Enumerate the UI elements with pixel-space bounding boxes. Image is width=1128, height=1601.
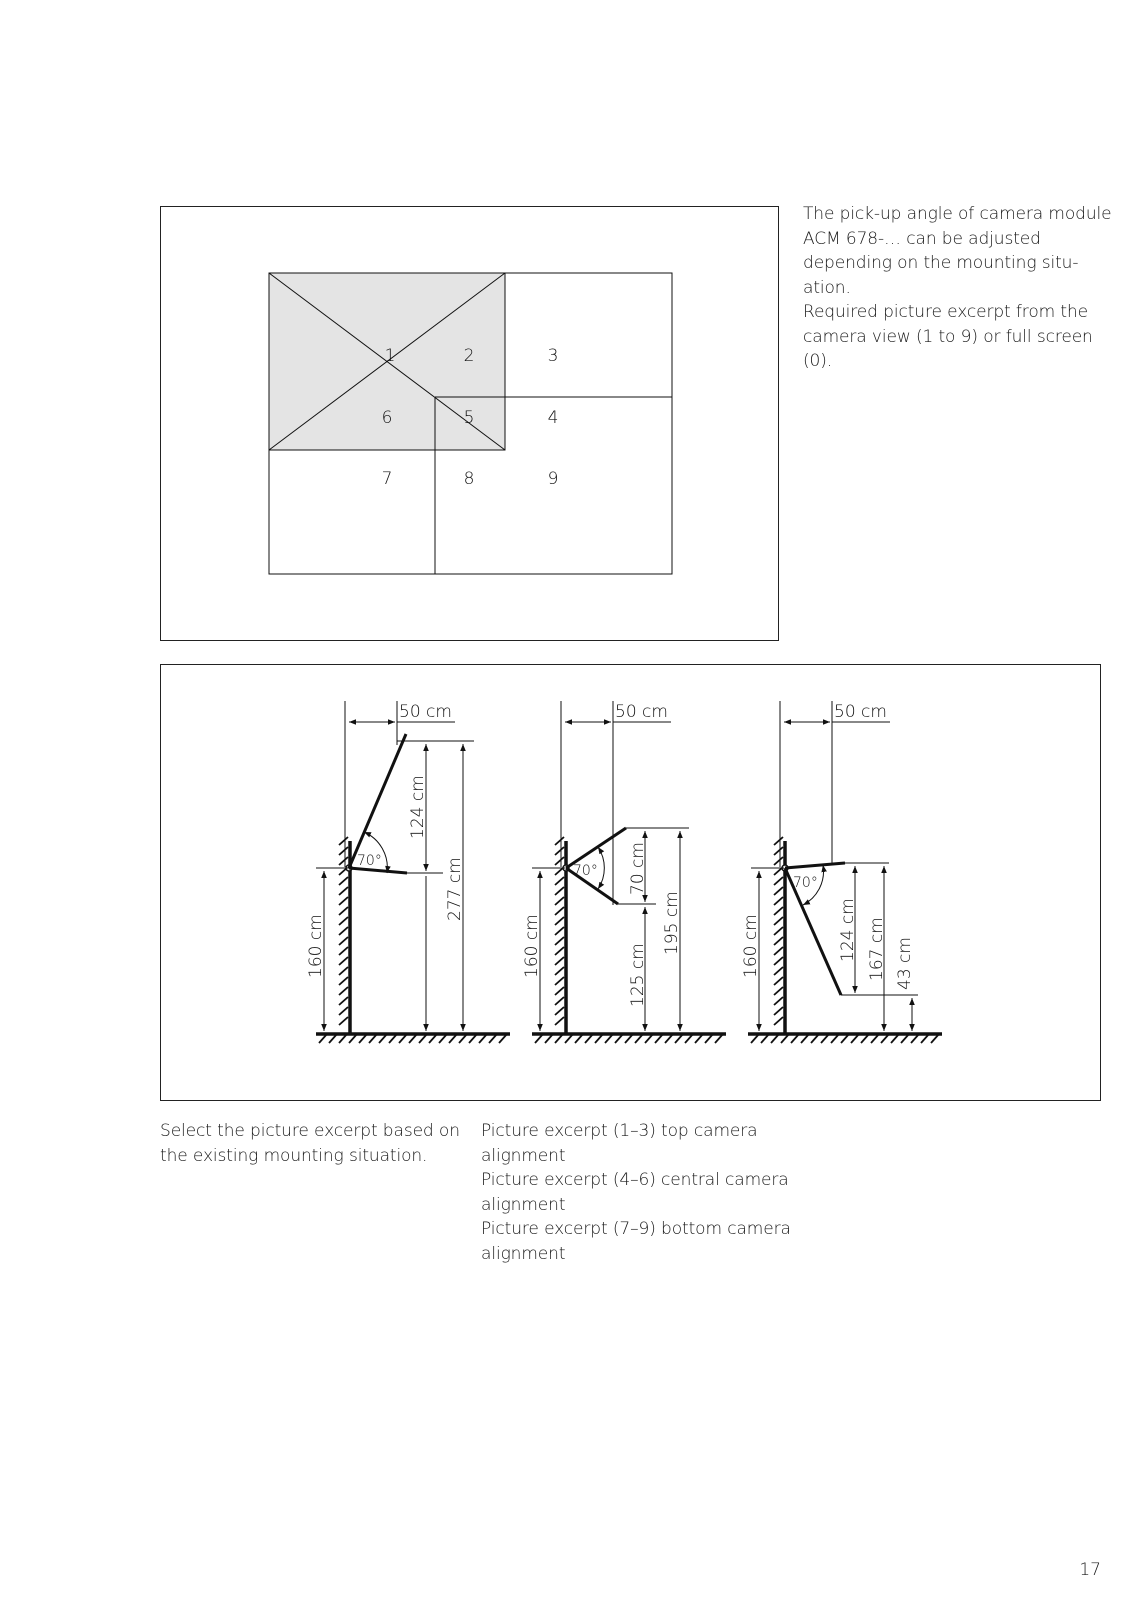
angle-arc bbox=[598, 847, 604, 889]
intro-line: (0). bbox=[803, 351, 833, 371]
dimension-label: 125 cm bbox=[628, 943, 648, 1007]
cell-number: 5 bbox=[463, 408, 475, 428]
dimension-label: 70 cm bbox=[628, 842, 648, 895]
mount-height-label: 160 cm bbox=[741, 914, 761, 978]
dimension-label: 195 cm bbox=[662, 891, 682, 955]
dimension-label: 277 cm bbox=[445, 857, 465, 921]
dimension-label: 124 cm bbox=[838, 898, 858, 962]
horizontal-distance-label: 50 cm bbox=[834, 702, 887, 722]
list-line: alignment bbox=[481, 1145, 566, 1166]
cell-number: 8 bbox=[463, 469, 475, 489]
intro-line: The pick-up angle of camera module bbox=[803, 204, 1112, 224]
intro-line: Required picture excerpt from the bbox=[803, 302, 1088, 322]
select-excerpt-note bbox=[160, 1119, 460, 1168]
intro-line: camera view (1 to 9) or full screen bbox=[803, 326, 1093, 347]
list-line: Picture excerpt (7–9) bottom camera bbox=[481, 1219, 791, 1239]
view-ray-upper bbox=[349, 734, 406, 868]
mount-height-label: 160 cm bbox=[522, 914, 542, 978]
horizontal-distance-label: 50 cm bbox=[615, 702, 668, 722]
cell-number: 1 bbox=[384, 346, 396, 366]
mounting-diagram-figure bbox=[160, 664, 1101, 1101]
intro-line: ACM 678-… can be adjusted bbox=[803, 228, 1041, 249]
mounting-variant-top bbox=[306, 701, 510, 1043]
intro-line: depending on the mounting situ- bbox=[803, 253, 1079, 273]
picture-excerpt-grid-figure bbox=[160, 206, 779, 641]
cell-number: 6 bbox=[381, 408, 393, 428]
page-number: 17 bbox=[1079, 1560, 1101, 1580]
list-line: Picture excerpt (1–3) top camera bbox=[481, 1121, 758, 1141]
angle-label: 70° bbox=[793, 875, 818, 891]
picture-excerpt-grid-drawing bbox=[161, 207, 780, 642]
cell-number: 3 bbox=[547, 346, 559, 366]
mounting-diagram-drawing bbox=[161, 665, 1102, 1102]
angle-label: 70° bbox=[573, 863, 598, 879]
cell-number: 2 bbox=[463, 346, 475, 366]
intro-line: ation. bbox=[803, 277, 851, 298]
mount-height-label: 160 cm bbox=[306, 914, 326, 978]
horizontal-distance-label: 50 cm bbox=[399, 702, 452, 722]
list-line: alignment bbox=[481, 1243, 566, 1264]
note-line: Select the picture excerpt based on bbox=[160, 1121, 460, 1141]
mounting-variant-bottom bbox=[741, 701, 942, 1043]
dimension-label: 124 cm bbox=[408, 775, 428, 839]
dimension-label: 167 cm bbox=[867, 917, 887, 981]
note-line: the existing mounting situation. bbox=[160, 1145, 428, 1166]
view-ray-upper bbox=[566, 828, 626, 868]
cell-number: 7 bbox=[381, 469, 393, 489]
dimension-label: 43 cm bbox=[895, 937, 915, 990]
cell-number: 4 bbox=[547, 408, 559, 428]
cell-number: 9 bbox=[547, 469, 559, 489]
intro-text bbox=[803, 202, 1113, 374]
angle-label: 70° bbox=[357, 853, 382, 869]
excerpt-alignment-list bbox=[481, 1119, 791, 1266]
mounting-variant-central bbox=[522, 701, 726, 1043]
list-line: Picture excerpt (4–6) central camera bbox=[481, 1170, 789, 1190]
view-ray-upper bbox=[785, 863, 845, 868]
list-line: alignment bbox=[481, 1194, 566, 1215]
